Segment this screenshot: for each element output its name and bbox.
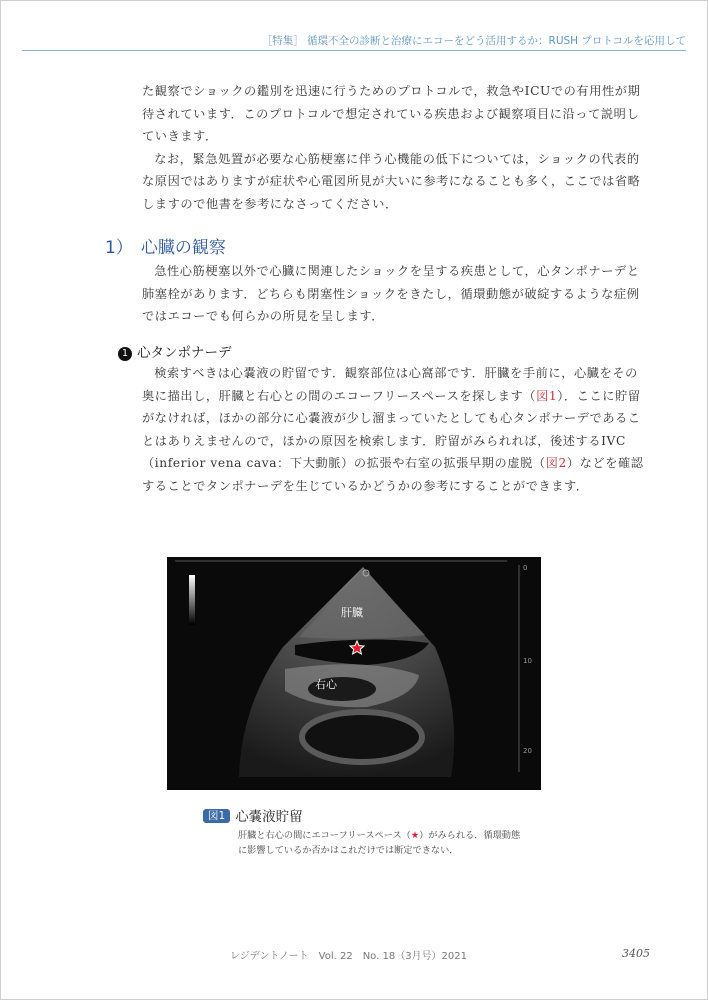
subsection-paragraph-1 (142, 362, 650, 497)
header-rule (22, 50, 686, 51)
grayscale-bar (189, 575, 195, 625)
figure-badge: 図1 (203, 809, 230, 823)
intro-paragraph-2: なお，緊急処置が必要な心筋梗塞に伴う心機能の低下については，ショックの代表的な原因ではありますが症状や心電図所見が大いに参考になることも多く，ここでは省略しますので他書を参考になさってください． (142, 151, 641, 211)
page-number: 3405 (622, 947, 650, 960)
depth-tick-20: 20 (523, 747, 532, 755)
figure-ref-2[interactable]: 図2 (545, 456, 567, 470)
running-head: ［特集］ 循環不全の診断と治療にエコーをどう活用するか：RUSH プロトコルを応用して (261, 35, 686, 47)
caption-segment: 肝臓と右心の間にエコーフリースペース（ (238, 830, 411, 841)
subsection-number-badge: 1 (118, 347, 132, 361)
depth-tick-0: 0 (523, 564, 528, 572)
echo-image-graphic (167, 557, 541, 790)
section-title: 心臓の観察 (140, 238, 226, 258)
caption-star-icon: ★ (410, 830, 420, 841)
section-text (142, 260, 650, 328)
label-right-heart: 右心 (315, 678, 337, 691)
section-heading (105, 233, 226, 258)
journal-citation: レジデントノート Vol. 22 No. 18（3月号）2021 (230, 951, 468, 962)
intro-text (142, 80, 650, 215)
caption-header (203, 805, 533, 825)
figure-description (238, 828, 528, 858)
paragraph-segment: ）．ここに貯留がなければ，ほかの部分に心嚢液が少し溜まっていたとしても心タンポナーデであることはありえませんので，ほかの原因を検索します．貯留がみられれば，後述するIVC（inferior vena cava：下大動脈）の拡張や右室の拡張早期の虚脱（ (142, 388, 641, 470)
section-paragraph-1: 急性心筋梗塞以外で心臓に関連したショックを呈する疾患として，心タンポナーデと肺塞栓があります．どちらも閉塞性ショックをきたし，循環動態が破綻するような症例ではエコーでも何らかの所見を呈します． (142, 264, 640, 323)
subsection-title: 心タンポナーデ (137, 345, 232, 361)
figure-title: 心嚢液貯留 (235, 809, 303, 825)
section-number: 1） (105, 238, 133, 258)
liver-region (299, 569, 425, 639)
figure-ref-1[interactable]: 図1 (536, 388, 558, 403)
subsection-heading (118, 341, 232, 361)
paragraph-segment: ）などを確認することでタンポナーデを生じているかどうかの参考にすることができます． (142, 456, 644, 493)
subsection-text (142, 362, 650, 497)
label-liver: 肝臓 (341, 606, 363, 619)
intro-paragraph-1: た観察でショックの鑑別を迅速に行うためのプロトコルで，救急やICUでの有用性が期待されています．このプロトコルで想定されている疾患および観察項目に沿って説明していきます． (142, 84, 641, 143)
page-footer (230, 947, 650, 962)
figure-caption (203, 805, 533, 858)
depth-tick-10: 10 (523, 657, 532, 665)
echo-image (167, 557, 541, 790)
paragraph-segment: 検索すべきは心嚢液の貯留です．観察部位は心窩部です．肝臓を手前に，心臓をその奥に描出し，肝臓と右心との間のエコーフリースペースを探します（ (142, 366, 638, 403)
lower-chamber (302, 712, 422, 762)
caption-segment: ）がみられる．循環動態に影響しているか否かはこれだけでは断定できない． (238, 830, 521, 856)
